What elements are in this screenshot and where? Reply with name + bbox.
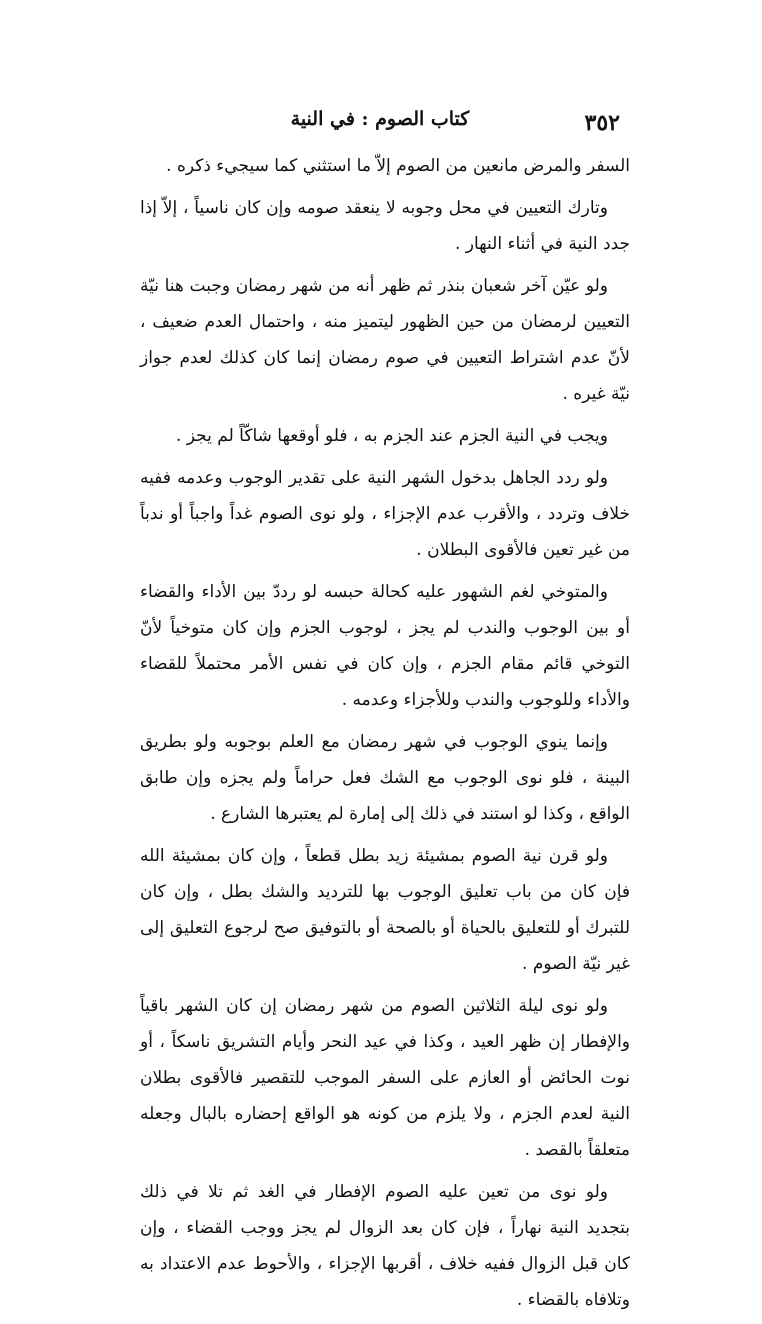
paragraph: ولو عيّن آخر شعبان بنذر ثم ظهر أنه من شهر رمضان وجبت هنا نيّة التعيين لرمضان من حين الظهور ليتميز منه ، واحتمال العدم ضعيف ، لأنّ عدم اشتراط التعيين في صوم رمضان إنما كان كذلك لعدم جواز نيّة غيره . bbox=[140, 276, 630, 404]
paragraph: ولو قرن نية الصوم بمشيئة زيد بطل قطعاً ، وإن كان بمشيئة الله فإن كان من باب تعليق الوجوب بها للترديد والشك بطل ، وإن كان للتبرك أو للتعليق بالحياة أو بالصحة أو بالتوفيق صح لرجوع التعليق إلى غير نيّة الصوم . bbox=[140, 846, 630, 974]
paragraph: ولو نوى من تعين عليه الصوم الإفطار في الغد ثم تلا في ذلك بتجديد النية نهاراً ، فإن كان بعد الزوال لم يجز ووجب القضاء ، وإن كان قبل الزوال ففيه خلاف ، أقربها الإجزاء ، والأحوط عدم الاعتداد به وتلافاه بالقضاء . bbox=[140, 1182, 630, 1310]
page-header bbox=[140, 108, 620, 148]
running-title: كتاب الصوم : في النية bbox=[290, 108, 470, 130]
paragraph: ولو ردد الجاهل بدخول الشهر النية على تقدير الوجوب وعدمه ففيه خلاف وتردد ، والأقرب عدم الإجزاء ، ولو نوى الصوم غداً واجباً أو ندباً من غير تعين فالأقوى البطلان . bbox=[140, 468, 630, 560]
paragraph: والمتوخي لغم الشهور عليه كحالة حبسه لو رددّ بين الأداء والقضاء أو بين الوجوب والندب لم يجز ، لوجوب الجزم وإن كان متوخياً لأنّ التوخي قائم مقام الجزم ، وإن كان في نفس الأمر محتملاً للقضاء والأداء وللوجوب والندب وللأجزاء وعدمه . bbox=[140, 582, 630, 710]
paragraph: ويجب في النية الجزم عند الجزم به ، فلو أوقعها شاكّاً لم يجز . bbox=[175, 426, 608, 446]
paragraph: ولو نوى ليلة الثلاثين الصوم من شهر رمضان إن كان الشهر باقياً والإفطار إن ظهر العيد ، وكذا في عيد النحر وأيام التشريق ناسكاً ، أو نوت الحائض أو العازم على السفر الموجب للتقصير فالأقوى بطلان النية لعدم الجزم ، ولا يلزم من كونه هو الواقع إحضاره بالبال وجعله متعلقاً بالقصد . bbox=[140, 996, 630, 1160]
paragraph: السفر والمرض مانعين من الصوم إلاّ ما استثني كما سيجيء ذكره . bbox=[166, 156, 630, 176]
page-body bbox=[140, 148, 630, 1324]
paragraph: وتارك التعيين في محل وجوبه لا ينعقد صومه وإن كان ناسياً ، إلاّ إذا جدد النية في أثناء النهار . bbox=[140, 198, 630, 254]
page-number: ٣٥٢ bbox=[584, 110, 620, 136]
paragraph: وإنما ينوي الوجوب في شهر رمضان مع العلم بوجوبه ولو بطريق البينة ، فلو نوى الوجوب مع الشك فعل حراماً ولم يجزه وإن طابق الواقع ، وكذا لو استند في ذلك إلى إمارة لم يعتبرها الشارع . bbox=[140, 732, 630, 824]
